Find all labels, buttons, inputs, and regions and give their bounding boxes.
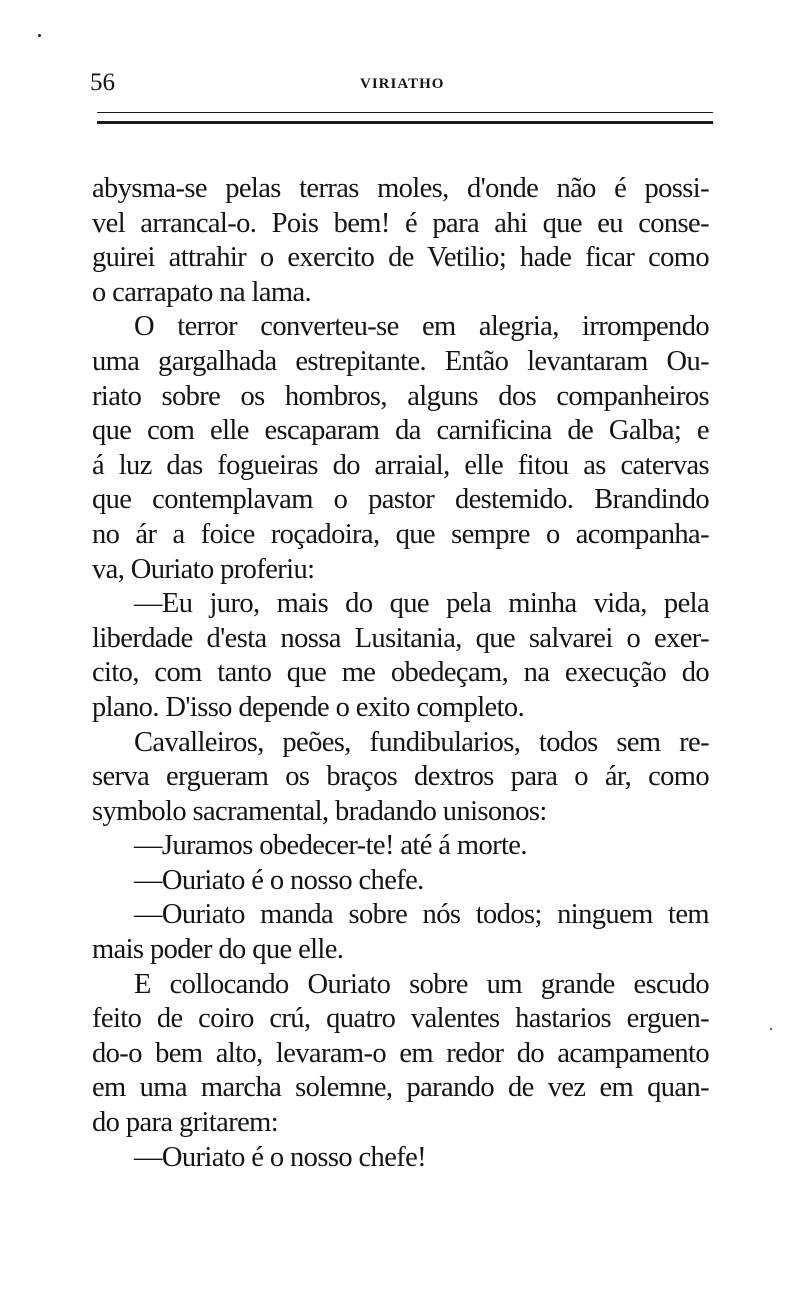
text-line: no ár a foice roçadoira, que sempre o acompanha-: [92, 518, 709, 550]
text-line: plano. D'isso depende o exito completo.: [92, 691, 525, 723]
text-line: —Ouriato é o nosso chefe.: [134, 864, 424, 896]
text-line: —Ouriato manda sobre nós todos; ninguem tem: [134, 899, 709, 931]
page-header: [90, 68, 715, 100]
text-line: que com elle escaparam da carnificina de Galba; e: [92, 415, 709, 447]
text-line: do para gritarem:: [92, 1107, 279, 1139]
print-speck: [38, 34, 41, 37]
text-line: cito, com tanto que me obedeçam, na execução do: [92, 657, 709, 689]
text-line: á luz das fogueiras do arraial, elle fitou as catervas: [92, 449, 709, 481]
text-line: riato sobre os hombros, alguns dos companheiros: [92, 380, 709, 412]
running-title: VIRIATHO: [360, 76, 445, 92]
text-line: liberdade d'esta nossa Lusitania, que salvarei o exer-: [92, 622, 709, 654]
text-line: do-o bem alto, levaram-o em redor do acampamento: [92, 1037, 709, 1069]
text-line: em uma marcha solemne, parando de vez em quan-: [92, 1072, 709, 1104]
text-line: serva ergueram os braços dextros para o ár, como: [92, 761, 709, 793]
text-line: —Eu juro, mais do que pela minha vida, pela: [134, 588, 709, 620]
page-number: 56: [90, 69, 115, 96]
text-line: —Juramos obedecer-te! até á morte.: [134, 830, 527, 862]
text-line: va, Ouriato proferiu:: [92, 553, 315, 585]
text-line: E collocando Ouriato sobre um grande escudo: [134, 968, 709, 1000]
header-rule-thick: [97, 121, 713, 124]
text-line: uma gargalhada estrepitante. Então levantaram Ou-: [92, 345, 709, 377]
body-text: [92, 172, 709, 1175]
text-line: —Ouriato é o nosso chefe!: [134, 1141, 427, 1173]
text-line: symbolo sacramental, bradando unisonos:: [92, 795, 547, 827]
text-line: vel arrancal-o. Pois bem! é para ahi que eu conse-: [92, 207, 709, 239]
text-line: feito de coiro crú, quatro valentes hastarios erguen-: [92, 1003, 709, 1035]
header-rule-thin: [97, 112, 713, 113]
text-line: mais poder do que elle.: [92, 934, 344, 966]
text-line: abysma-se pelas terras moles, d'onde não é possi-: [92, 173, 709, 204]
text-line: O terror converteu-se em alegria, irrompendo: [134, 311, 709, 343]
text-line: que contemplavam o pastor destemido. Brandindo: [92, 484, 709, 516]
print-speck: [770, 1028, 772, 1030]
text-line: guirei attrahir o exercito de Vetilio; hade ficar como: [92, 242, 709, 274]
text-line: Cavalleiros, peões, fundibularios, todos sem re-: [134, 726, 709, 758]
text-line: o carrapato na lama.: [92, 276, 312, 308]
